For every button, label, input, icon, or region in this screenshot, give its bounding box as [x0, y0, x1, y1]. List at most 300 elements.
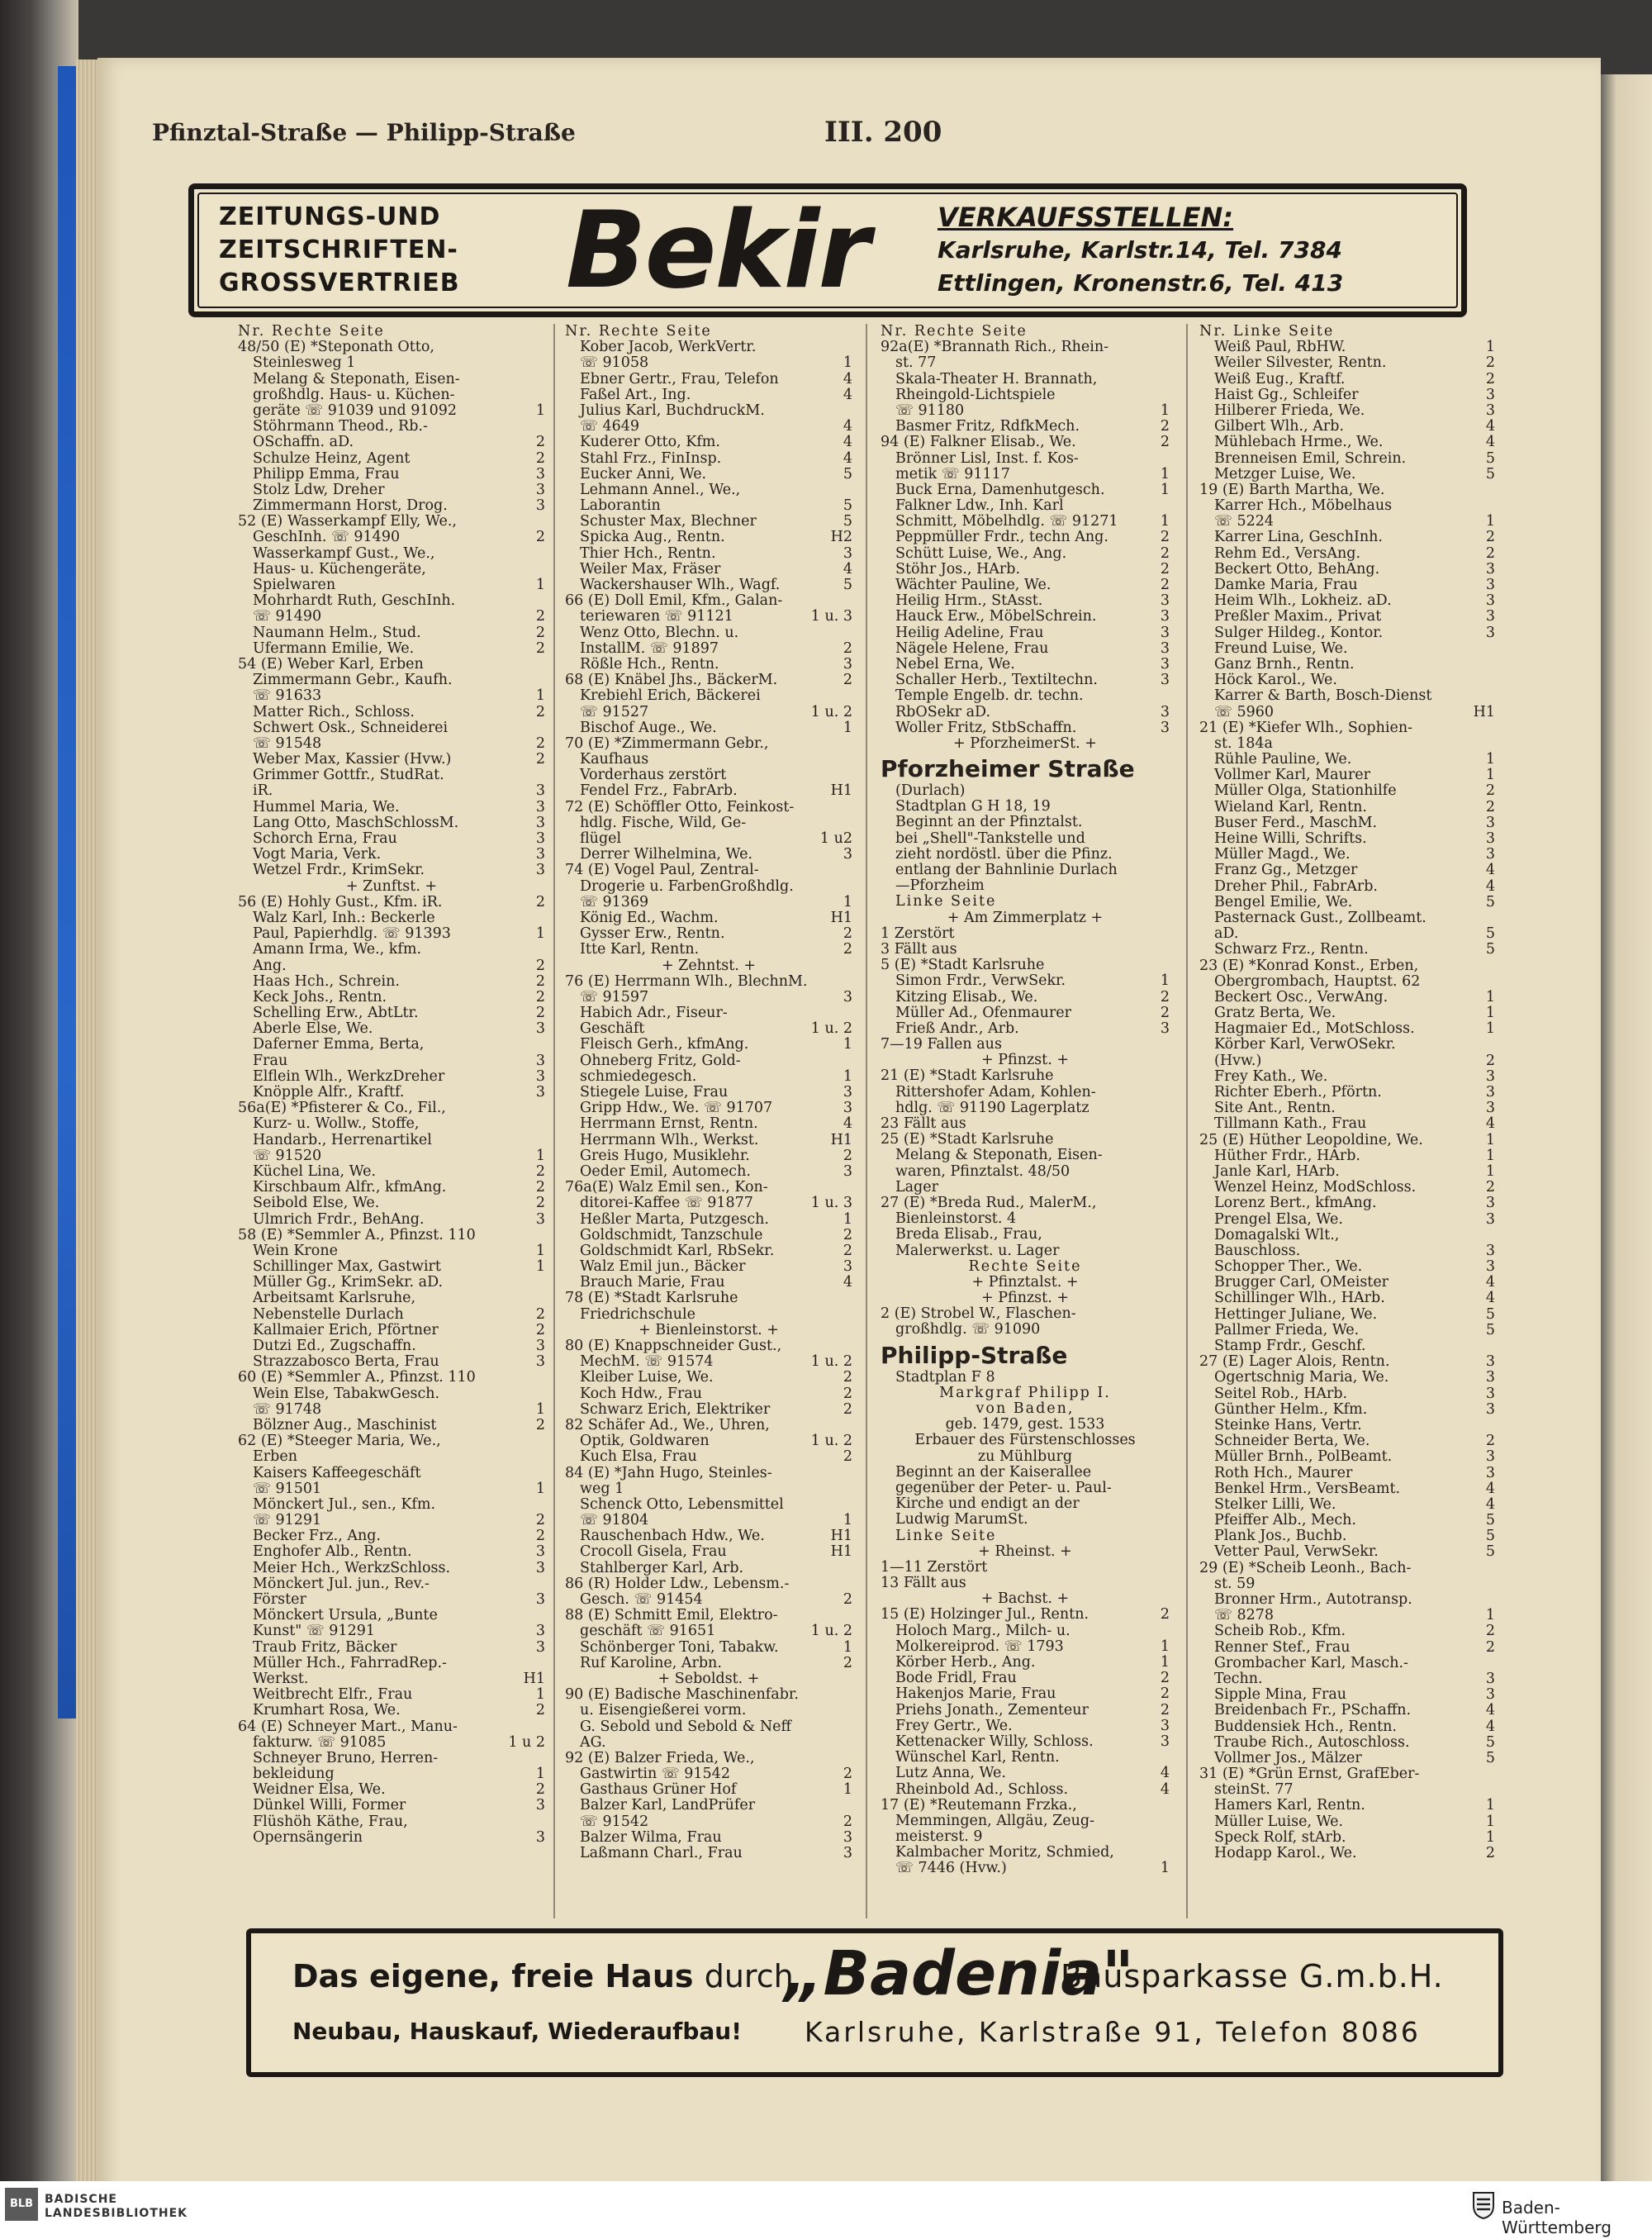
entry-text: Temple Engelb. dr. techn.	[895, 688, 1084, 705]
entry-text: (Hvw.)	[1214, 1053, 1262, 1069]
directory-entry	[881, 546, 1170, 562]
floor-number: 2	[535, 894, 545, 910]
entry-text: 31 (E) *Grün Ernst, GrafEber-	[1199, 1766, 1420, 1783]
directory-entry	[881, 1211, 1170, 1227]
floor-number: 3	[1485, 1259, 1495, 1276]
entry-text: + Seboldst. +	[657, 1671, 760, 1687]
entry-text: Hauck Erw., MöbelSchrein.	[895, 609, 1097, 625]
directory-entry	[565, 1386, 852, 1402]
entry-text: Melang & Steponath, Eisen-	[895, 1148, 1103, 1164]
entry-text: OSchaffn. aD.	[253, 435, 354, 451]
ad-headline-bold: Das eigene, freie Haus	[292, 1958, 694, 1994]
directory-entry	[565, 1481, 852, 1497]
directory-entry	[238, 419, 545, 435]
directory-entry	[1199, 372, 1495, 387]
bekir-advertisement	[188, 183, 1467, 317]
entry-text: 1—11 Zerstört	[881, 1559, 988, 1576]
floor-number: 3	[535, 1639, 545, 1656]
entry-text: Koch Hdw., Frau	[580, 1386, 703, 1402]
entry-text: Spielwaren	[253, 578, 336, 593]
entry-text: Aberle Else, We.	[253, 1021, 373, 1038]
directory-entry	[1199, 1592, 1495, 1608]
directory-entry	[565, 720, 852, 736]
floor-number: 4	[843, 1116, 852, 1133]
entry-text: Beckert Otto, BehAng.	[1214, 561, 1380, 578]
entry-text: Wieland Karl, Rentn.	[1214, 799, 1367, 815]
entry-text: 29 (E) *Scheib Leonh., Bach-	[1199, 1560, 1412, 1576]
directory-entry	[565, 657, 852, 673]
entry-text: Steinke Hans, Vertr.	[1214, 1417, 1362, 1433]
entry-text: Hamers Karl, Rentn.	[1214, 1798, 1365, 1814]
ad-right-line: Karlsruhe, Karlstr.14, Tel. 7384	[938, 236, 1342, 264]
entry-text: Mönckert Jul., sen., Kfm.	[253, 1496, 436, 1513]
floor-number: 3	[843, 1163, 852, 1180]
floor-number: 5	[843, 578, 852, 593]
entry-text: Keck Johs., Rentn.	[253, 989, 387, 1005]
entry-text: Ruf Karoline, Arbn.	[580, 1655, 722, 1671]
entry-text: Frau	[253, 1053, 288, 1069]
floor-number: 3	[535, 815, 545, 831]
directory-entry	[1199, 831, 1495, 847]
entry-text: 60 (E) *Semmler A., Pfinzst. 110	[238, 1370, 476, 1386]
entry-text: ☏ 5960	[1214, 704, 1274, 720]
entry-text: + PforzheimerSt. +	[953, 735, 1097, 752]
entry-text: Förster	[253, 1592, 306, 1608]
ad-left-line: GROSSVERTRIEB	[219, 269, 460, 297]
ad-brand-badenia: „Badenia"	[784, 1938, 1134, 2009]
floor-number: 2	[1160, 530, 1170, 546]
directory-entry	[1199, 1576, 1495, 1592]
entry-text: gegenüber der Peter- u. Paul-	[895, 1480, 1112, 1496]
floor-number: 1	[1485, 1798, 1495, 1814]
directory-entry	[238, 514, 545, 530]
directory-entry	[565, 1259, 852, 1275]
directory-entry	[238, 1497, 545, 1513]
directory-column-2	[565, 324, 852, 1861]
floor-number: 1	[843, 1639, 852, 1656]
entry-text: Lager	[895, 1179, 938, 1196]
directory-entry	[881, 514, 1170, 530]
directory-entry	[238, 1782, 545, 1798]
directory-entry	[238, 530, 545, 545]
floor-number: 4	[843, 387, 852, 403]
floor-number: 5	[843, 498, 852, 515]
directory-entry	[238, 1196, 545, 1211]
floor-number: 3	[1485, 1671, 1495, 1687]
floor-number: 2	[535, 973, 545, 990]
directory-entry	[238, 340, 545, 355]
directory-entry	[565, 910, 852, 926]
floor-number: 2	[1160, 1671, 1170, 1687]
entry-text: Walz Emil jun., Bäcker	[580, 1259, 746, 1276]
floor-number: 2	[1160, 545, 1170, 562]
floor-number: 4	[843, 371, 852, 387]
entry-text: + Pfinzst. +	[981, 1291, 1069, 1307]
entry-text: Peppmüller Frdr., techn Ang.	[895, 530, 1108, 546]
entry-text: Woller Fritz, StbSchaffn.	[895, 720, 1077, 736]
entry-text: Weiß Paul, RbHW.	[1214, 340, 1346, 356]
directory-entry	[1199, 673, 1495, 688]
entry-text: Müller Brnh., PolBeamt.	[1214, 1449, 1393, 1466]
directory-entry	[238, 1687, 545, 1703]
directory-entry	[565, 1782, 852, 1798]
entry-text: Habich Adr., Fiseur-	[580, 1005, 728, 1022]
entry-text: Seitel Rob., HArb.	[1214, 1386, 1348, 1402]
directory-entry	[881, 1148, 1170, 1163]
entry-text: ☏ 4649	[580, 419, 639, 435]
directory-entry	[565, 355, 852, 371]
directory-entry	[565, 895, 852, 910]
entry-text: zu Mühlburg	[977, 1448, 1073, 1465]
directory-entry	[238, 1528, 545, 1544]
entry-text: 88 (E) Schmitt Emil, Elektro-	[565, 1608, 778, 1624]
entry-text: Greis Hugo, Musiklehr.	[580, 1148, 750, 1164]
entry-text: Richter Eberh., Pförtn.	[1214, 1085, 1382, 1100]
directory-entry	[238, 403, 545, 419]
floor-number: 2	[1160, 578, 1170, 593]
directory-entry	[238, 705, 545, 720]
entry-text: Renner Stef., Frau	[1214, 1639, 1351, 1656]
directory-entry	[238, 1100, 545, 1116]
cross-street-marker	[881, 1591, 1170, 1607]
directory-entry	[1199, 578, 1495, 593]
directory-entry	[238, 1640, 545, 1656]
directory-entry	[238, 1307, 545, 1323]
directory-entry	[238, 1116, 545, 1132]
directory-entry	[565, 1354, 852, 1370]
entry-text: meisterst. 9	[895, 1829, 983, 1846]
street-heading	[881, 1342, 1170, 1370]
floor-number: 1 u. 2	[810, 1433, 852, 1450]
directory-entry	[565, 736, 852, 752]
floor-number: 2	[535, 1417, 545, 1433]
entry-text: Nr. Rechte Seite	[881, 324, 1028, 340]
entry-text: Bauschloss.	[1214, 1243, 1301, 1259]
directory-entry	[881, 1449, 1170, 1465]
floor-number: 2	[535, 1163, 545, 1180]
directory-entry	[881, 1814, 1170, 1829]
floor-number: 5	[843, 466, 852, 483]
running-head	[97, 58, 1601, 149]
floor-number: H1	[830, 1528, 852, 1545]
floor-number: 1	[1485, 1132, 1495, 1148]
directory-entry	[565, 483, 852, 498]
entry-text: Höck Karol., We.	[1214, 673, 1337, 689]
directory-entry	[238, 1275, 545, 1291]
directory-entry	[565, 1433, 852, 1449]
directory-entry	[565, 1592, 852, 1608]
floor-number: 1	[535, 1481, 545, 1497]
entry-text: Meier Hch., WerkzSchloss.	[253, 1560, 451, 1576]
directory-entry	[1199, 1307, 1495, 1323]
floor-number: 3	[1160, 625, 1170, 641]
directory-entry	[238, 958, 545, 974]
directory-entry	[881, 530, 1170, 545]
entry-text: Wein Krone	[253, 1243, 338, 1259]
directory-entry	[881, 355, 1170, 371]
floor-number: 1	[843, 1211, 852, 1228]
floor-number: 2	[1485, 1180, 1495, 1196]
directory-entry	[565, 1798, 852, 1814]
entry-text: Benkel Hrm., VersBeamt.	[1214, 1481, 1401, 1497]
directory-entry	[1199, 1164, 1495, 1180]
entry-text: Karrer & Barth, Bosch-Dienst	[1214, 688, 1432, 705]
directory-entry	[881, 958, 1170, 973]
entry-text: Vollmer Karl, Maurer	[1214, 768, 1370, 784]
entry-text: Ang.	[253, 958, 287, 974]
entry-text: 21 (E) *Stadt Karlsruhe	[881, 1068, 1054, 1085]
floor-number: 3	[1160, 673, 1170, 689]
entry-text: Krebiehl Erich, Bäckerei	[580, 688, 761, 705]
entry-text: Eucker Anni, We.	[580, 466, 707, 483]
entry-text: Karrer Hch., Möbelhaus	[1214, 498, 1393, 515]
floor-number: 1	[1160, 514, 1170, 530]
floor-number: 3	[535, 831, 545, 847]
directory-entry	[881, 1085, 1170, 1100]
directory-entry	[881, 878, 1170, 894]
floor-number: 1	[1485, 1608, 1495, 1624]
entry-text: + Bachst. +	[980, 1591, 1070, 1608]
directory-entry	[1199, 1671, 1495, 1687]
floor-number: H1	[1473, 704, 1495, 720]
directory-entry	[881, 1703, 1170, 1718]
entry-text: Scheib Rob., Kfm.	[1214, 1623, 1346, 1640]
directory-entry	[881, 562, 1170, 578]
floor-number: 1	[535, 1243, 545, 1259]
entry-text: Kettenacker Willy, Schloss.	[895, 1733, 1094, 1750]
floor-number: 1	[1160, 482, 1170, 498]
floor-number: 1	[1160, 973, 1170, 990]
running-head-streets: Pfinztal-Straße — Philipp-Straße	[152, 119, 576, 146]
floor-number: H1	[830, 783, 852, 800]
directory-entry	[1199, 736, 1495, 752]
entry-text: Kuch Elsa, Frau	[580, 1449, 697, 1466]
directory-entry	[881, 641, 1170, 657]
floor-number: 1 u. 2	[810, 1354, 852, 1371]
floor-number: 2	[1160, 561, 1170, 578]
entry-text: Heine Willi, Schrifts.	[1214, 831, 1367, 847]
directory-entry	[881, 1512, 1170, 1528]
directory-entry	[881, 926, 1170, 942]
directory-entry	[238, 641, 545, 657]
entry-text: Mönckert Ursula, „Bunte	[253, 1608, 438, 1624]
entry-text: Nebenstelle Durlach	[253, 1306, 404, 1323]
street-heading	[881, 755, 1170, 783]
entry-text: geb. 1479, gest. 1533	[945, 1417, 1105, 1433]
directory-entry	[1199, 403, 1495, 419]
floor-number: 3	[535, 1338, 545, 1354]
entry-text: Schorch Erna, Frau	[253, 831, 397, 847]
directory-entry	[565, 1037, 852, 1053]
entry-text: Stolz Ldw, Dreher	[253, 482, 385, 498]
directory-entry	[881, 372, 1170, 387]
entry-text: Hodapp Karol., We.	[1214, 1846, 1357, 1861]
cross-street-marker	[881, 1275, 1170, 1291]
directory-entry	[238, 1133, 545, 1148]
entry-text: Wetzel Frdr., KrimSekr.	[253, 863, 425, 879]
entry-text: Handarb., Herrenartikel	[253, 1132, 432, 1148]
floor-number: 3	[535, 847, 545, 863]
floor-number: 3	[535, 1544, 545, 1561]
floor-number: 2	[1485, 1623, 1495, 1640]
floor-number: 3	[1485, 1196, 1495, 1212]
entry-text: Weiß Eug., Kraftf.	[1214, 371, 1346, 387]
book-cover-edge	[58, 66, 76, 1718]
directory-entry	[1199, 1846, 1495, 1861]
entry-text: st. 59	[1214, 1576, 1256, 1592]
ad-left-line: ZEITSCHRIFTEN-	[219, 235, 458, 264]
entry-text: Schneider Berta, We.	[1214, 1433, 1370, 1450]
entry-text: Schulze Heinz, Agent	[253, 450, 411, 467]
entry-text: RbOSekr aD.	[895, 704, 991, 720]
directory-entry	[1199, 990, 1495, 1005]
floor-number: 1	[843, 1782, 852, 1799]
entry-text: Pforzheimer Straße	[881, 755, 1135, 783]
directory-entry	[1199, 958, 1495, 974]
directory-entry	[1199, 1418, 1495, 1433]
directory-entry	[881, 498, 1170, 514]
floor-number: 1	[535, 688, 545, 705]
directory-entry	[238, 990, 545, 1005]
directory-entry	[238, 1164, 545, 1180]
floor-number: 2	[535, 435, 545, 451]
directory-entry	[238, 1608, 545, 1623]
entry-text: Philipp-Straße	[881, 1341, 1068, 1369]
entry-text: Site Ant., Rentn.	[1214, 1100, 1336, 1117]
entry-text: Wächter Pauline, We.	[895, 578, 1051, 593]
entry-text: + Am Zimmerplatz +	[947, 910, 1104, 926]
floor-number: 3	[1485, 1068, 1495, 1085]
floor-number: 2	[535, 989, 545, 1005]
floor-number: 2	[843, 1148, 852, 1164]
entry-text: Breidenbach Fr., PSchaffn.	[1214, 1703, 1412, 1719]
entry-text: 5 (E) *Stadt Karlsruhe	[881, 958, 1045, 974]
directory-entry	[1199, 1466, 1495, 1481]
entry-text: Bode Fridl, Frau	[895, 1671, 1017, 1687]
entry-text: geschäft ☏ 91651	[580, 1623, 716, 1640]
directory-entry	[881, 1068, 1170, 1084]
floor-number: 2	[1160, 1005, 1170, 1021]
directory-entry	[565, 1275, 852, 1291]
directory-entry	[565, 1370, 852, 1386]
directory-entry	[881, 1782, 1170, 1798]
directory-entry	[881, 688, 1170, 704]
directory-entry	[238, 974, 545, 990]
floor-number: 1	[535, 402, 545, 419]
floor-number: 1 u2	[819, 831, 852, 847]
floor-number: 3	[843, 545, 852, 562]
entry-text: 58 (E) *Semmler A., Pfinzst. 110	[238, 1227, 476, 1243]
entry-text: Wenzel Heinz, ModSchloss.	[1214, 1180, 1417, 1196]
floor-number: 2	[535, 735, 545, 752]
directory-entry	[565, 847, 852, 863]
floor-number: 1	[1485, 1148, 1495, 1164]
entry-text: ☏ 91542	[580, 1814, 649, 1830]
directory-entry	[881, 1623, 1170, 1639]
floor-number: 5	[1485, 450, 1495, 467]
entry-text: Friedrichschule	[580, 1306, 695, 1323]
directory-entry	[881, 1718, 1170, 1734]
entry-text: Hagmaier Ed., MotSchloss.	[1214, 1021, 1415, 1038]
directory-entry	[565, 768, 852, 783]
directory-entry	[565, 1212, 852, 1228]
directory-entry	[881, 973, 1170, 989]
floor-number: 3	[843, 1846, 852, 1861]
directory-entry	[1199, 800, 1495, 815]
directory-entry	[565, 815, 852, 831]
directory-entry	[881, 1227, 1170, 1243]
floor-number: 4	[1485, 863, 1495, 879]
floor-number: 2	[1485, 1053, 1495, 1069]
directory-entry	[238, 355, 545, 371]
entry-text: ☏ 91180	[895, 402, 965, 419]
entry-text: 86 (R) Holder Ldw., Lebensm.-	[565, 1576, 790, 1592]
floor-number: 3	[843, 1829, 852, 1846]
ad-right-heading: VERKAUFSSTELLEN:	[938, 202, 1234, 233]
directory-entry	[565, 1307, 852, 1323]
entry-text: flügel	[580, 831, 622, 847]
column-divider-1	[553, 324, 555, 1918]
floor-number: 1	[535, 1766, 545, 1783]
cross-street-marker	[565, 1671, 852, 1687]
directory-entry	[238, 800, 545, 815]
entry-text: Grimmer Gottfr., StudRat.	[253, 768, 444, 784]
floor-number: 1	[535, 1259, 545, 1276]
entry-text: Bischof Auge., We.	[580, 720, 717, 736]
entry-text: Wasserkampf Gust., We.,	[253, 545, 435, 562]
entry-text: 21 (E) *Kiefer Wlh., Sophien-	[1199, 720, 1413, 736]
entry-text: großhdlg. ☏ 91090	[895, 1322, 1041, 1338]
directory-entry	[565, 800, 852, 815]
directory-entry	[881, 1417, 1170, 1433]
floor-number: 1	[843, 894, 852, 910]
directory-entry	[238, 1243, 545, 1259]
directory-entry	[565, 1449, 852, 1465]
floor-number: H1	[830, 910, 852, 926]
directory-entry	[881, 593, 1170, 609]
entry-text: Metzger Luise, We.	[1214, 466, 1356, 483]
entry-text: iR.	[253, 783, 273, 800]
entry-text: 84 (E) *Jahn Hugo, Steinles-	[565, 1465, 772, 1481]
directory-entry	[565, 705, 852, 720]
directory-entry	[565, 562, 852, 578]
entry-text: Ogertschnig Maria, We.	[1214, 1370, 1389, 1386]
directory-entry	[1199, 1561, 1495, 1576]
entry-text: Obergrombach, Hauptst. 62	[1214, 973, 1421, 990]
directory-entry	[238, 895, 545, 910]
directory-entry	[565, 1148, 852, 1164]
directory-entry	[1199, 1354, 1495, 1370]
floor-number: 3	[535, 1021, 545, 1038]
entry-text: Bienleinstorst. 4	[895, 1211, 1017, 1228]
entry-text: hdlg. ☏ 91190 Lagerplatz	[895, 1100, 1089, 1116]
ad-tagline: Neubau, Hauskauf, Wiederaufbau!	[292, 2018, 742, 2045]
entry-text: 27 (E) Lager Alois, Rentn.	[1199, 1354, 1390, 1371]
directory-entry	[1199, 1037, 1495, 1053]
floor-number: 2	[843, 1370, 852, 1386]
directory-entry	[238, 942, 545, 958]
floor-number: 3	[535, 783, 545, 800]
entry-text: Prengel Elsa, We.	[1214, 1211, 1343, 1228]
floor-number: 4	[1485, 1116, 1495, 1133]
entry-text: Weber Max, Kassier (Hvw.)	[253, 752, 452, 768]
directory-entry	[1199, 625, 1495, 641]
entry-text: ☏ 7446 (Hvw.)	[895, 1861, 1007, 1877]
directory-entry	[238, 451, 545, 467]
directory-entry	[238, 435, 545, 450]
entry-text: 76a(E) Walz Emil sen., Kon-	[565, 1180, 768, 1196]
entry-text: InstallM. ☏ 91897	[580, 640, 719, 657]
